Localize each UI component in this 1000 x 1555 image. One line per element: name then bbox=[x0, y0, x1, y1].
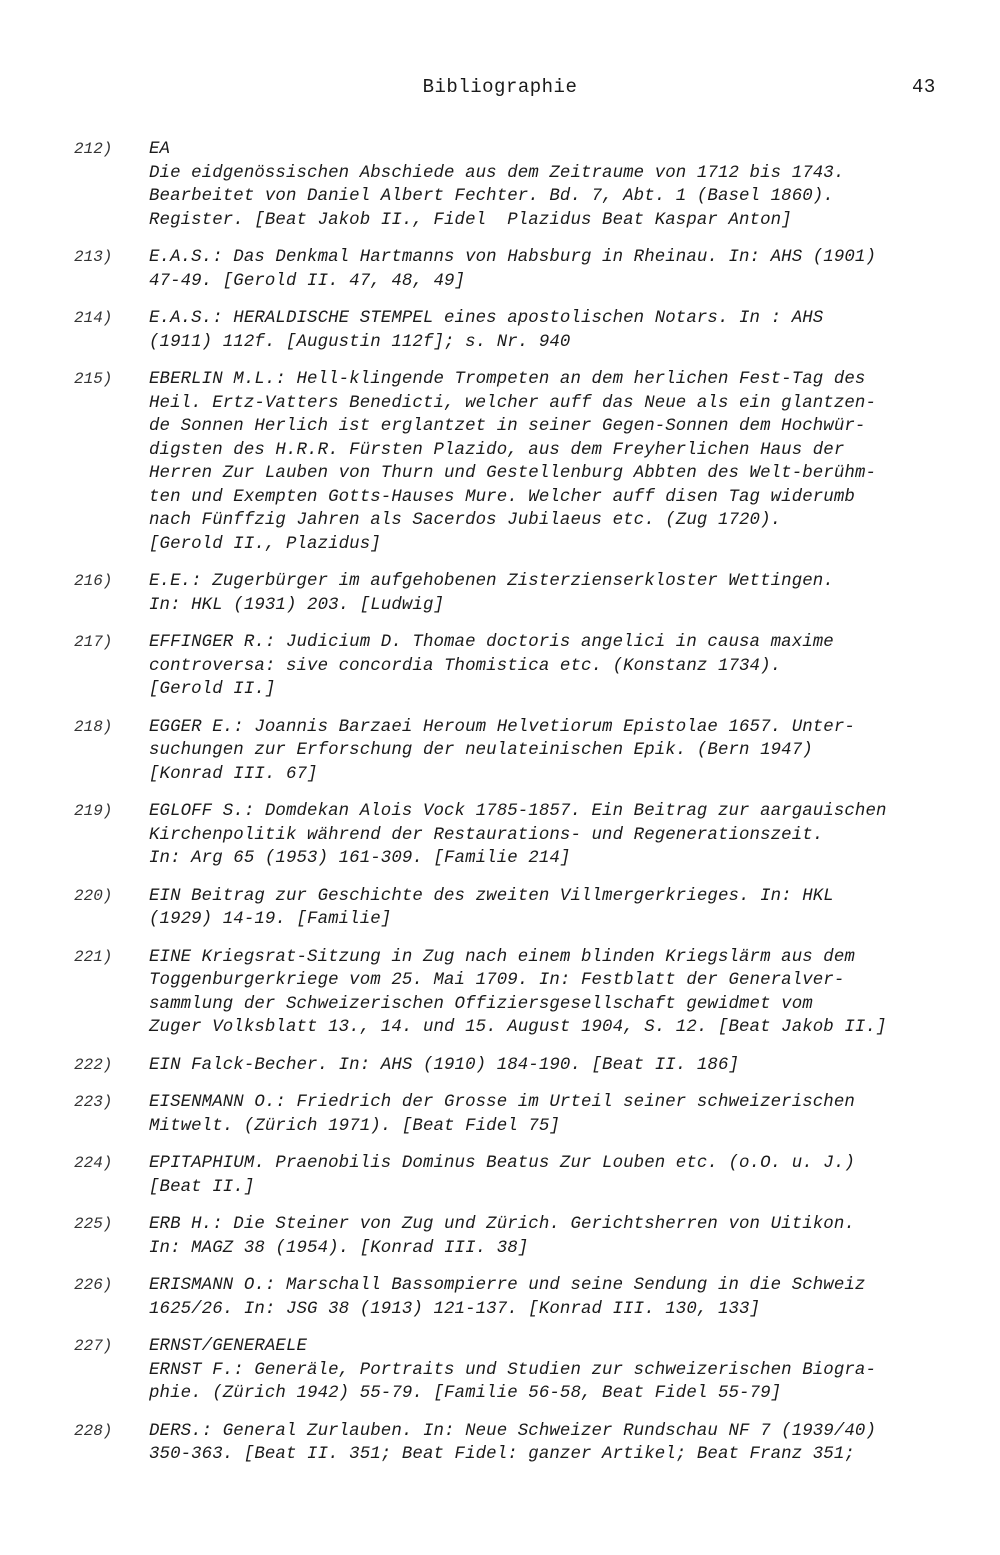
entry-text bbox=[149, 1274, 964, 1321]
entry-number: 221) bbox=[74, 947, 113, 966]
bibliography-entry bbox=[74, 1054, 964, 1078]
entry-line: EPITAPHIUM. Praenobilis Dominus Beatus Zur Louben etc. (o.O. u. J.) bbox=[149, 1154, 855, 1173]
entry-line: Bearbeitet von Daniel Albert Fechter. Bd. 7, Abt. 1 (Basel 1860). bbox=[149, 187, 834, 206]
entry-line: Die eidgenössischen Abschiede aus dem Zeitraume von 1712 bis 1743. bbox=[149, 163, 845, 183]
entry-number: 227) bbox=[74, 1337, 113, 1355]
entry-line: In: Arg 65 (1953) 161-309. [Familie 214] bbox=[149, 849, 571, 868]
entry-text bbox=[149, 1420, 964, 1467]
entry-line: [Konrad III. 67] bbox=[149, 764, 318, 784]
entry-text bbox=[149, 1054, 964, 1078]
bibliography-entry bbox=[74, 138, 964, 232]
entry-number: 224) bbox=[74, 1154, 113, 1172]
entry-number: 218) bbox=[74, 717, 113, 736]
bibliography-list bbox=[74, 138, 964, 1481]
entry-line: suchungen zur Erforschung der neulateinischen Epik. (Bern 1947) bbox=[149, 741, 813, 760]
entry-text bbox=[149, 1091, 964, 1138]
bibliography-entry bbox=[74, 1335, 964, 1406]
entry-text bbox=[149, 885, 964, 932]
entry-line: ERNST F.: Generäle, Portraits und Studien zur schweizerischen Biogra- bbox=[149, 1360, 876, 1380]
page-number: 43 bbox=[912, 76, 936, 98]
bibliography-entry bbox=[74, 1274, 964, 1321]
entry-line: Herren Zur Lauben von Thurn und Gestellenburg Abbten des Welt-berühm- bbox=[149, 464, 876, 483]
entry-line: ERNST/GENERAELE bbox=[149, 1337, 308, 1356]
entry-line: 47-49. [Gerold II. 47, 48, 49] bbox=[149, 271, 466, 291]
bibliography-entry bbox=[74, 716, 964, 787]
entry-line: EINE Kriegsrat-Sitzung in Zug nach einem blinden Kriegslärm aus dem bbox=[149, 947, 855, 967]
entry-line: (1929) 14-19. [Familie] bbox=[149, 910, 392, 929]
entry-text bbox=[149, 1213, 964, 1260]
entry-line: controversa: sive concordia Thomistica etc. (Konstanz 1734). bbox=[149, 656, 782, 676]
entry-text bbox=[149, 946, 964, 1040]
entry-line: E.A.S.: HERALDISCHE STEMPEL eines apostolischen Notars. In : AHS bbox=[149, 309, 824, 328]
entry-text bbox=[149, 631, 964, 702]
entry-line: E.E.: Zugerbürger im aufgehobenen Zisterzienserkloster Wettingen. bbox=[149, 572, 834, 591]
entry-line: Heil. Ertz-Vatters Benedicti, welcher auff das Neue als ein glantzen- bbox=[149, 393, 876, 413]
entry-line: 1625/26. In: JSG 38 (1913) 121-137. [Konrad III. 130, 133] bbox=[149, 1299, 761, 1319]
entry-line: 350-363. [Beat II. 351; Beat Fidel: ganzer Artikel; Beat Franz 351; bbox=[149, 1445, 855, 1464]
bibliography-entry bbox=[74, 631, 964, 702]
bibliography-entry bbox=[74, 307, 964, 354]
bibliography-entry bbox=[74, 246, 964, 293]
entry-text bbox=[149, 138, 964, 232]
entry-text bbox=[149, 368, 964, 556]
entry-line: In: HKL (1931) 203. [Ludwig] bbox=[149, 595, 445, 615]
entry-line: EIN Falck-Becher. In: AHS (1910) 184-190. [Beat II. 186] bbox=[149, 1055, 740, 1075]
entry-line: nach Fünffzig Jahren als Sacerdos Jubilaeus etc. (Zug 1720). bbox=[149, 511, 782, 530]
entry-line: [Gerold II.] bbox=[149, 680, 276, 699]
entry-text bbox=[149, 1152, 964, 1199]
entry-number: 225) bbox=[74, 1215, 113, 1233]
entry-line: In: MAGZ 38 (1954). [Konrad III. 38] bbox=[149, 1238, 529, 1258]
entry-line: [Gerold II., Plazidus] bbox=[149, 534, 381, 554]
entry-line: EGGER E.: Joannis Barzaei Heroum Helvetiorum Epistolae 1657. Unter- bbox=[149, 717, 855, 737]
bibliography-entry bbox=[74, 1213, 964, 1260]
entry-line: Toggenburgerkriege vom 25. Mai 1709. In: Festblatt der Generalver- bbox=[149, 971, 845, 990]
entry-line: ERB H.: Die Steiner von Zug und Zürich. Gerichtsherren von Uitikon. bbox=[149, 1215, 855, 1234]
entry-line: digsten des H.R.R. Fürsten Plazido, aus dem Freyherlichen Haus der bbox=[149, 440, 845, 460]
running-header-title: Bibliographie bbox=[422, 76, 578, 98]
bibliography-entry bbox=[74, 885, 964, 932]
entry-line: EGLOFF S.: Domdekan Alois Vock 1785-1857. Ein Beitrag zur aargauischen bbox=[149, 802, 887, 821]
entry-text bbox=[149, 246, 964, 293]
entry-line: Register. [Beat Jakob II., Fidel Plazidus Beat Kaspar Anton] bbox=[149, 210, 792, 230]
entry-number: 228) bbox=[74, 1421, 113, 1440]
entry-line: ERISMANN O.: Marschall Bassompierre und seine Sendung in die Schweiz bbox=[149, 1276, 866, 1295]
entry-text bbox=[149, 1335, 964, 1406]
entry-text bbox=[149, 800, 964, 871]
entry-line: (1911) 112f. [Augustin 112f]; s. Nr. 940 bbox=[149, 332, 571, 352]
bibliography-entry bbox=[74, 570, 964, 617]
bibliography-entry bbox=[74, 1091, 964, 1138]
entry-line: EBERLIN M.L.: Hell-klingende Trompeten an dem herlichen Fest-Tag des bbox=[149, 370, 866, 389]
entry-line: [Beat II.] bbox=[149, 1177, 255, 1197]
bibliography-entry bbox=[74, 946, 964, 1040]
entry-number: 219) bbox=[74, 802, 113, 820]
entry-text bbox=[149, 570, 964, 617]
entry-text bbox=[149, 307, 964, 354]
bibliography-entry bbox=[74, 800, 964, 871]
entry-line: Zuger Volksblatt 13., 14. und 15. August 1904, S. 12. [Beat Jakob II.] bbox=[149, 1018, 887, 1037]
bibliography-entry bbox=[74, 368, 964, 556]
entry-line: de Sonnen Herlich ist erglantzet in seiner Gegen-Sonnen dem Hochwür- bbox=[149, 417, 866, 436]
entry-line: sammlung der Schweizerischen Offiziersgesellschaft gewidmet vom bbox=[149, 994, 813, 1014]
entry-text bbox=[149, 716, 964, 787]
bibliography-entry bbox=[74, 1152, 964, 1199]
entry-number: 213) bbox=[74, 248, 113, 266]
entry-line: EA bbox=[149, 140, 171, 159]
entry-line: ten und Exempten Gotts-Hauses Mure. Welcher auff disen Tag widerumb bbox=[149, 487, 855, 507]
entry-line: Kirchenpolitik während der Restaurations- und Regenerationszeit. bbox=[149, 825, 824, 845]
entry-line: DERS.: General Zurlauben. In: Neue Schweizer Rundschau NF 7 (1939/40) bbox=[149, 1421, 876, 1441]
entry-number: 215) bbox=[74, 370, 113, 388]
entry-line: EISENMANN O.: Friedrich der Grosse im Urteil seiner schweizerischen bbox=[149, 1093, 855, 1112]
entry-number: 212) bbox=[74, 140, 113, 158]
entry-number: 226) bbox=[74, 1276, 113, 1294]
bibliography-entry bbox=[74, 1420, 964, 1467]
entry-number: 216) bbox=[74, 572, 113, 590]
entry-line: E.A.S.: Das Denkmal Hartmanns von Habsburg in Rheinau. In: AHS (1901) bbox=[149, 248, 876, 267]
entry-number: 217) bbox=[74, 633, 113, 651]
entry-number: 223) bbox=[74, 1093, 113, 1111]
entry-number: 220) bbox=[74, 886, 113, 905]
entry-number: 222) bbox=[74, 1055, 113, 1074]
entry-number: 214) bbox=[74, 309, 113, 327]
entry-line: EFFINGER R.: Judicium D. Thomae doctoris angelici in causa maxime bbox=[149, 633, 834, 652]
entry-line: Mitwelt. (Zürich 1971). [Beat Fidel 75] bbox=[149, 1116, 560, 1136]
entry-line: EIN Beitrag zur Geschichte des zweiten Villmergerkrieges. In: HKL bbox=[149, 886, 834, 906]
entry-line: phie. (Zürich 1942) 55-79. [Familie 56-58, Beat Fidel 55-79] bbox=[149, 1384, 782, 1403]
